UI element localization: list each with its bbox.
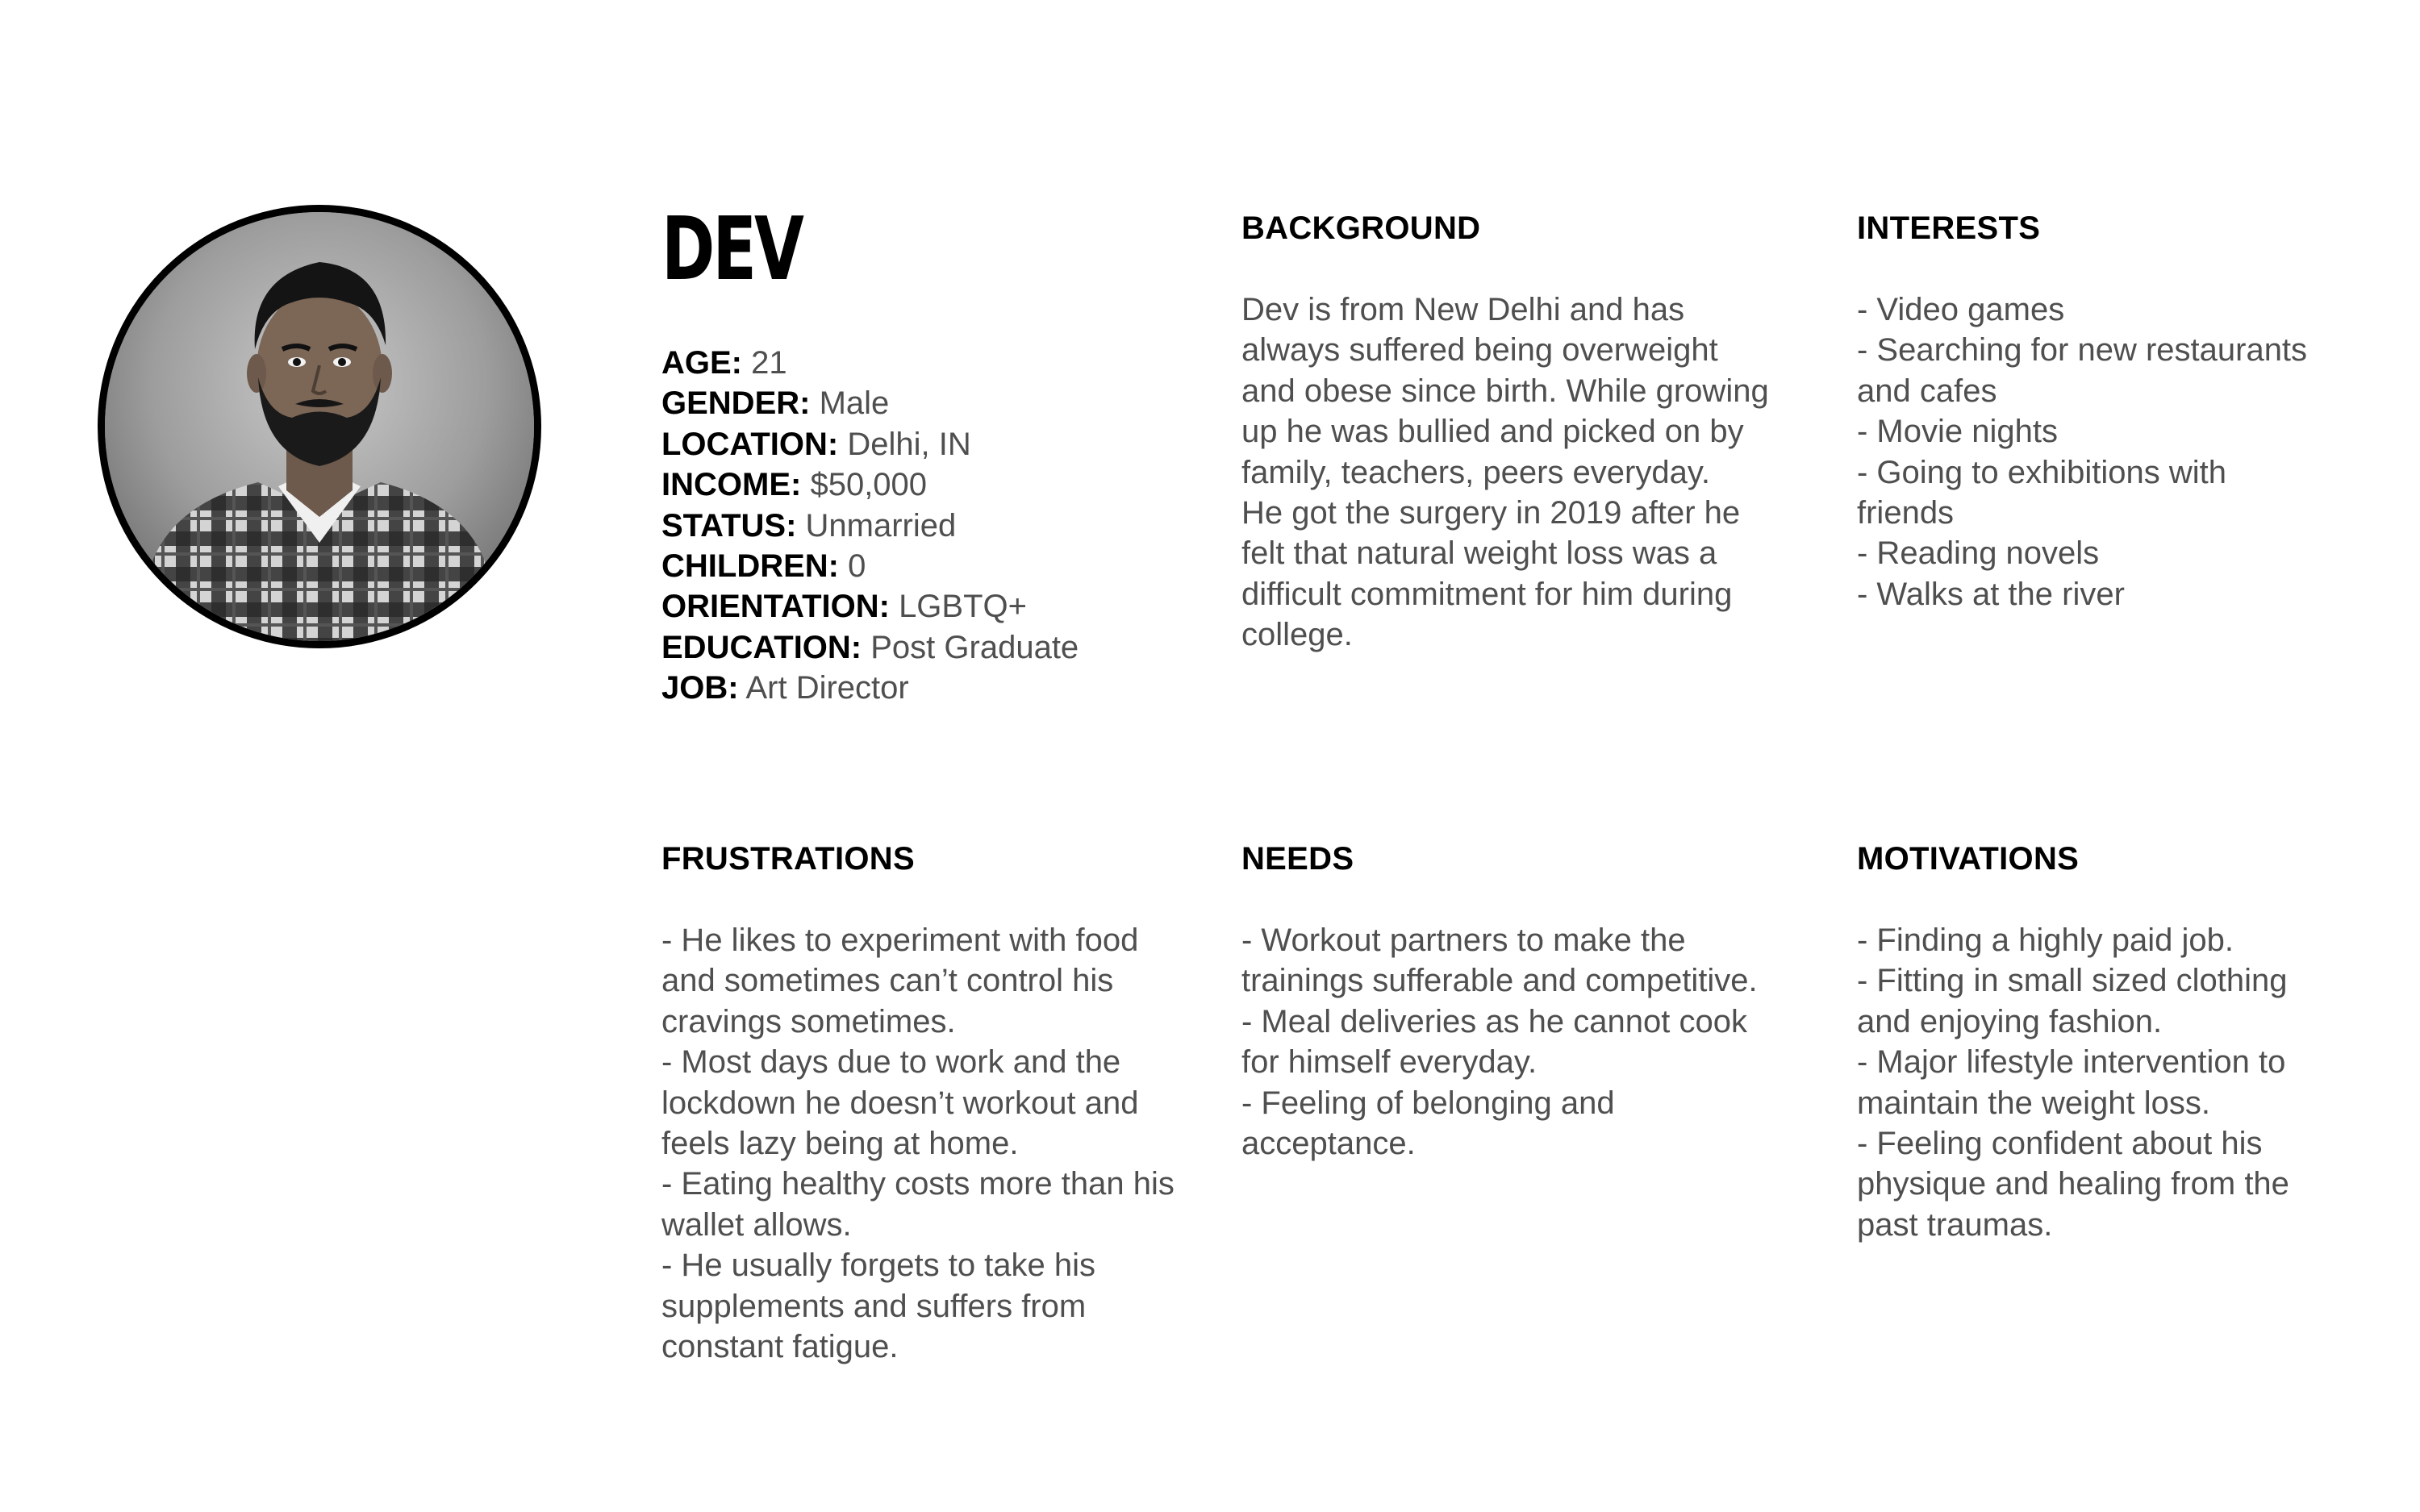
- motivations-heading: MOTIVATIONS: [1857, 841, 2080, 877]
- frustrations-section: [661, 839, 1210, 1367]
- list-item: for himself everyday.: [1241, 1044, 1538, 1081]
- portrait-image: [105, 212, 534, 641]
- demographic-orientation: ORIENTATION: LGBTQ+: [661, 589, 1028, 625]
- list-item: - Meal deliveries as he cannot cook: [1241, 1003, 1747, 1039]
- list-item: - Workout partners to make the: [1241, 923, 1686, 958]
- interests-list: [1857, 289, 2405, 614]
- list-item: cravings sometimes.: [661, 1003, 956, 1039]
- demographic-status: STATUS: Unmarried: [661, 507, 957, 544]
- demographics-list: [661, 343, 1186, 709]
- list-item: - Fitting in small sized clothing: [1857, 963, 2288, 999]
- list-item: - Major lifestyle intervention to: [1857, 1044, 2286, 1081]
- list-item: - Feeling of belonging and: [1241, 1085, 1615, 1121]
- frustrations-heading: FRUSTRATIONS: [661, 841, 915, 877]
- list-item: wallet allows.: [661, 1206, 852, 1243]
- demographic-education: EDUCATION: Post Graduate: [661, 629, 1079, 665]
- list-item: friends: [1857, 495, 1955, 531]
- interests-heading: INTERESTS: [1857, 210, 2041, 246]
- needs-section: [1241, 839, 1790, 1164]
- list-item: trainings sufferable and competitive.: [1241, 963, 1758, 999]
- list-item: - Movie nights: [1857, 414, 2058, 450]
- list-item: and sometimes can’t control his: [661, 963, 1114, 999]
- list-item: physique and healing from the: [1857, 1166, 2289, 1202]
- motivations-list: [1857, 920, 2405, 1245]
- list-item: lockdown he doesn’t workout and: [661, 1085, 1139, 1121]
- demographic-income: INCOME: $50,000: [661, 467, 928, 503]
- demographic-children: CHILDREN: 0: [661, 548, 866, 585]
- list-item: - Most days due to work and the: [661, 1044, 1121, 1081]
- list-item: - Searching for new restaurants: [1857, 332, 2308, 369]
- persona-name: DEV: [661, 199, 802, 300]
- demographic-age: AGE: 21: [661, 345, 787, 381]
- list-item: maintain the weight loss.: [1857, 1085, 2211, 1121]
- list-item: - Finding a highly paid job.: [1857, 923, 2234, 958]
- demographic-location: LOCATION: Delhi, IN: [661, 426, 971, 462]
- frustrations-list: [661, 920, 1210, 1367]
- list-item: past traumas.: [1857, 1206, 2053, 1243]
- list-item: feels lazy being at home.: [661, 1126, 1019, 1162]
- list-item: - Eating healthy costs more than his: [661, 1166, 1175, 1202]
- needs-list: [1241, 920, 1790, 1164]
- background-heading: BACKGROUND: [1241, 210, 1481, 246]
- list-item: - Video games: [1857, 292, 2065, 327]
- background-text: Dev is from New Delhi and has always suffered being overweight and obese since birth. While growing up he was bullied and picked on by family, teachers, peers everyday. He got the surgery in 2019 after he felt that natural weight loss was a difficult commitment for him during college.: [1241, 292, 1769, 653]
- persona-photo: [98, 205, 541, 648]
- demographic-gender: GENDER: Male: [661, 385, 890, 422]
- list-item: - He likes to experiment with food: [661, 923, 1139, 958]
- motivations-section: [1857, 839, 2405, 1245]
- list-item: - He usually forgets to take his: [661, 1248, 1096, 1284]
- list-item: - Walks at the river: [1857, 576, 2125, 612]
- demographic-job: JOB: Art Director: [661, 670, 909, 706]
- needs-heading: NEEDS: [1241, 841, 1354, 877]
- list-item: acceptance.: [1241, 1126, 1416, 1162]
- list-item: supplements and suffers from: [661, 1288, 1087, 1324]
- list-item: constant fatigue.: [661, 1329, 899, 1365]
- list-item: and enjoying fashion.: [1857, 1003, 2163, 1039]
- interests-section: [1857, 208, 2405, 614]
- list-item: - Reading novels: [1857, 535, 2100, 572]
- list-item: - Feeling confident about his: [1857, 1126, 2263, 1162]
- list-item: - Going to exhibitions with: [1857, 454, 2227, 490]
- background-section: [1241, 208, 1790, 656]
- list-item: and cafes: [1857, 373, 1997, 409]
